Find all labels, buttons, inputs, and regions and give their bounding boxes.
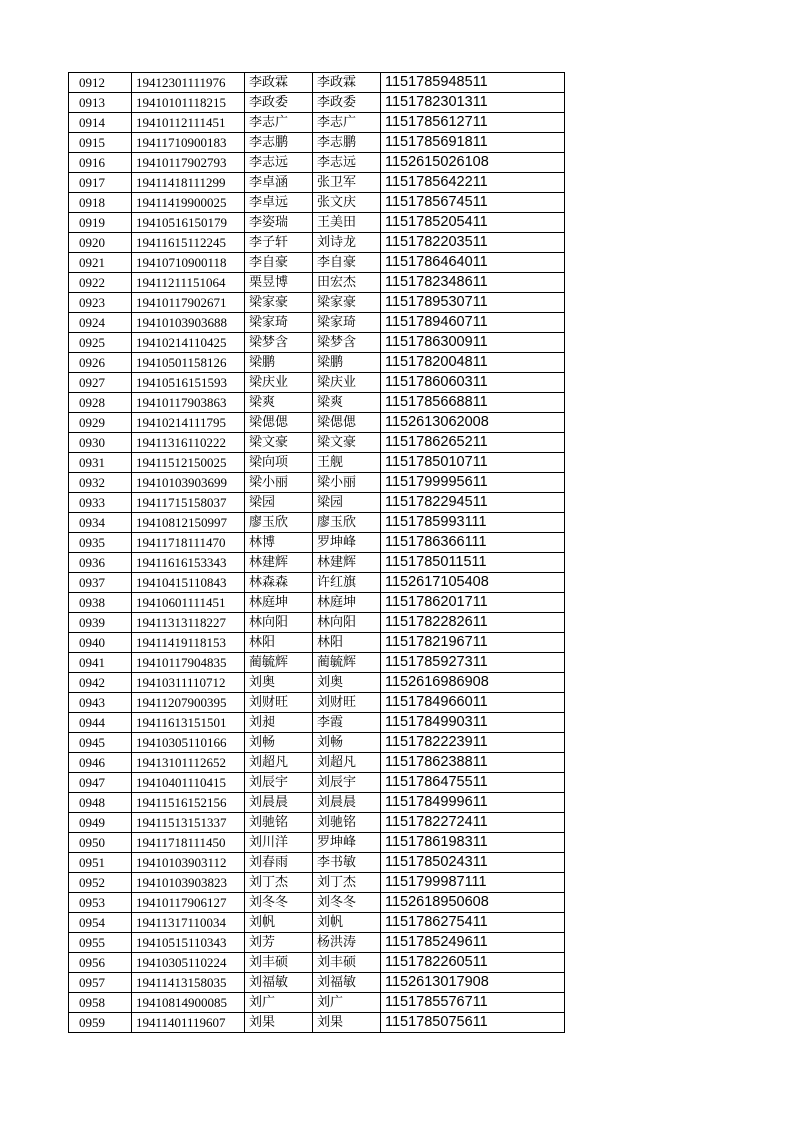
cell-holder: 李政委 xyxy=(313,93,381,113)
table-row xyxy=(69,553,565,573)
cell-holder: 李政霖 xyxy=(313,73,381,93)
cell-id: 19410305110166 xyxy=(132,733,245,753)
cell-holder: 梁小丽 xyxy=(313,473,381,493)
cell-name: 林庭坤 xyxy=(245,593,313,613)
cell-id: 19410214111795 xyxy=(132,413,245,433)
cell-number: 0932 xyxy=(69,473,132,493)
cell-id: 19410112111451 xyxy=(132,113,245,133)
cell-name: 刘丰硕 xyxy=(245,953,313,973)
cell-id: 19411513151337 xyxy=(132,813,245,833)
cell-account: 1151786464011 xyxy=(381,253,565,273)
cell-holder: 梁园 xyxy=(313,493,381,513)
cell-number: 0939 xyxy=(69,613,132,633)
cell-id: 19410401110415 xyxy=(132,773,245,793)
cell-account: 1151782196711 xyxy=(381,633,565,653)
cell-id: 19410103903688 xyxy=(132,313,245,333)
table-row xyxy=(69,373,565,393)
table-row xyxy=(69,193,565,213)
cell-holder: 林向阳 xyxy=(313,613,381,633)
cell-account: 1151785674511 xyxy=(381,193,565,213)
cell-account: 1151782294511 xyxy=(381,493,565,513)
cell-id: 19410311110712 xyxy=(132,673,245,693)
cell-name: 李卓涵 xyxy=(245,173,313,193)
cell-number: 0936 xyxy=(69,553,132,573)
cell-id: 19410516150179 xyxy=(132,213,245,233)
cell-number: 0943 xyxy=(69,693,132,713)
table-row xyxy=(69,173,565,193)
cell-number: 0929 xyxy=(69,413,132,433)
cell-number: 0927 xyxy=(69,373,132,393)
cell-number: 0925 xyxy=(69,333,132,353)
table-row xyxy=(69,713,565,733)
cell-id: 19411317110034 xyxy=(132,913,245,933)
cell-id: 19410710900118 xyxy=(132,253,245,273)
cell-name: 梁梦含 xyxy=(245,333,313,353)
cell-holder: 罗坤峰 xyxy=(313,833,381,853)
cell-number: 0912 xyxy=(69,73,132,93)
cell-number: 0942 xyxy=(69,673,132,693)
cell-number: 0940 xyxy=(69,633,132,653)
cell-id: 19410501158126 xyxy=(132,353,245,373)
cell-id: 19411715158037 xyxy=(132,493,245,513)
cell-account: 1151785691811 xyxy=(381,133,565,153)
cell-name: 李姿瑞 xyxy=(245,213,313,233)
cell-name: 刘春雨 xyxy=(245,853,313,873)
cell-number: 0913 xyxy=(69,93,132,113)
cell-id: 19410101118215 xyxy=(132,93,245,113)
cell-number: 0914 xyxy=(69,113,132,133)
table-row xyxy=(69,153,565,173)
cell-id: 19411316110222 xyxy=(132,433,245,453)
cell-number: 0916 xyxy=(69,153,132,173)
cell-name: 刘丁杰 xyxy=(245,873,313,893)
cell-account: 1151784990311 xyxy=(381,713,565,733)
cell-holder: 刘丰硕 xyxy=(313,953,381,973)
cell-holder: 刘福敏 xyxy=(313,973,381,993)
cell-account: 1152618950608 xyxy=(381,893,565,913)
cell-id: 19411512150025 xyxy=(132,453,245,473)
cell-name: 梁偲偲 xyxy=(245,413,313,433)
cell-holder: 王美田 xyxy=(313,213,381,233)
cell-account: 1151785576711 xyxy=(381,993,565,1013)
cell-id: 19410515110343 xyxy=(132,933,245,953)
cell-holder: 梁文豪 xyxy=(313,433,381,453)
cell-name: 李卓远 xyxy=(245,193,313,213)
cell-name: 刘晨晨 xyxy=(245,793,313,813)
cell-name: 梁向项 xyxy=(245,453,313,473)
cell-id: 19411615112245 xyxy=(132,233,245,253)
table-row xyxy=(69,633,565,653)
cell-number: 0931 xyxy=(69,453,132,473)
cell-name: 刘广 xyxy=(245,993,313,1013)
cell-holder: 李书敏 xyxy=(313,853,381,873)
cell-holder: 刘晨晨 xyxy=(313,793,381,813)
table-row xyxy=(69,1013,565,1033)
cell-holder: 刘超凡 xyxy=(313,753,381,773)
cell-holder: 刘广 xyxy=(313,993,381,1013)
table-row xyxy=(69,893,565,913)
cell-name: 廖玉欣 xyxy=(245,513,313,533)
cell-name: 刘冬冬 xyxy=(245,893,313,913)
cell-number: 0924 xyxy=(69,313,132,333)
table-row xyxy=(69,393,565,413)
cell-id: 19410812150997 xyxy=(132,513,245,533)
cell-id: 19411418111299 xyxy=(132,173,245,193)
cell-id: 19410814900085 xyxy=(132,993,245,1013)
cell-holder: 李霞 xyxy=(313,713,381,733)
cell-name: 李子轩 xyxy=(245,233,313,253)
cell-account: 1152613062008 xyxy=(381,413,565,433)
cell-id: 19411211151064 xyxy=(132,273,245,293)
cell-name: 栗昱博 xyxy=(245,273,313,293)
cell-name: 李志广 xyxy=(245,113,313,133)
cell-account: 1151782203511 xyxy=(381,233,565,253)
cell-account: 1151785024311 xyxy=(381,853,565,873)
roster-body xyxy=(69,73,565,1033)
cell-id: 19410305110224 xyxy=(132,953,245,973)
table-row xyxy=(69,213,565,233)
cell-holder: 梁庆业 xyxy=(313,373,381,393)
cell-number: 0941 xyxy=(69,653,132,673)
cell-id: 19411413158035 xyxy=(132,973,245,993)
cell-name: 刘芳 xyxy=(245,933,313,953)
cell-number: 0952 xyxy=(69,873,132,893)
cell-number: 0920 xyxy=(69,233,132,253)
cell-holder: 刘奥 xyxy=(313,673,381,693)
table-row xyxy=(69,833,565,853)
cell-account: 1151785011511 xyxy=(381,553,565,573)
cell-account: 1151785010711 xyxy=(381,453,565,473)
cell-holder: 许红旗 xyxy=(313,573,381,593)
table-row xyxy=(69,73,565,93)
cell-holder: 梁家豪 xyxy=(313,293,381,313)
cell-id: 19411207900395 xyxy=(132,693,245,713)
cell-number: 0934 xyxy=(69,513,132,533)
cell-name: 林阳 xyxy=(245,633,313,653)
cell-id: 19410601111451 xyxy=(132,593,245,613)
cell-number: 0923 xyxy=(69,293,132,313)
cell-id: 19410516151593 xyxy=(132,373,245,393)
cell-number: 0948 xyxy=(69,793,132,813)
cell-account: 1151785642211 xyxy=(381,173,565,193)
cell-id: 19411616153343 xyxy=(132,553,245,573)
cell-account: 1151786275411 xyxy=(381,913,565,933)
cell-number: 0915 xyxy=(69,133,132,153)
cell-name: 梁爽 xyxy=(245,393,313,413)
cell-name: 李自豪 xyxy=(245,253,313,273)
table-row xyxy=(69,753,565,773)
cell-holder: 刘丁杰 xyxy=(313,873,381,893)
table-row xyxy=(69,513,565,533)
cell-account: 1151784966011 xyxy=(381,693,565,713)
cell-account: 1151786366111 xyxy=(381,533,565,553)
cell-holder: 杨洪涛 xyxy=(313,933,381,953)
cell-name: 李政委 xyxy=(245,93,313,113)
cell-holder: 梁梦含 xyxy=(313,333,381,353)
cell-account: 1151789460711 xyxy=(381,313,565,333)
table-row xyxy=(69,133,565,153)
cell-name: 李志鹏 xyxy=(245,133,313,153)
table-row xyxy=(69,113,565,133)
cell-number: 0928 xyxy=(69,393,132,413)
cell-number: 0958 xyxy=(69,993,132,1013)
table-row xyxy=(69,673,565,693)
cell-holder: 梁鹏 xyxy=(313,353,381,373)
cell-account: 1151782348611 xyxy=(381,273,565,293)
cell-number: 0921 xyxy=(69,253,132,273)
cell-holder: 王舰 xyxy=(313,453,381,473)
cell-account: 1151786198311 xyxy=(381,833,565,853)
table-row xyxy=(69,473,565,493)
cell-name: 刘川洋 xyxy=(245,833,313,853)
cell-account: 1151782282611 xyxy=(381,613,565,633)
cell-number: 0949 xyxy=(69,813,132,833)
cell-holder: 刘诗龙 xyxy=(313,233,381,253)
cell-name: 刘超凡 xyxy=(245,753,313,773)
cell-holder: 刘冬冬 xyxy=(313,893,381,913)
cell-account: 1151785612711 xyxy=(381,113,565,133)
cell-name: 刘辰宇 xyxy=(245,773,313,793)
cell-id: 19410214110425 xyxy=(132,333,245,353)
cell-id: 19410117902793 xyxy=(132,153,245,173)
table-row xyxy=(69,973,565,993)
cell-name: 梁园 xyxy=(245,493,313,513)
cell-id: 19411613151501 xyxy=(132,713,245,733)
cell-account: 1151784999611 xyxy=(381,793,565,813)
cell-id: 19410117904835 xyxy=(132,653,245,673)
cell-account: 1152616986908 xyxy=(381,673,565,693)
cell-account: 1151786060311 xyxy=(381,373,565,393)
cell-holder: 梁偲偲 xyxy=(313,413,381,433)
cell-name: 梁小丽 xyxy=(245,473,313,493)
cell-account: 1151786265211 xyxy=(381,433,565,453)
table-row xyxy=(69,433,565,453)
cell-account: 1151799995611 xyxy=(381,473,565,493)
cell-number: 0956 xyxy=(69,953,132,973)
cell-account: 1151786300911 xyxy=(381,333,565,353)
table-row xyxy=(69,413,565,433)
cell-id: 19410415110843 xyxy=(132,573,245,593)
cell-holder: 刘驰铭 xyxy=(313,813,381,833)
cell-number: 0919 xyxy=(69,213,132,233)
table-row xyxy=(69,453,565,473)
roster-table xyxy=(68,72,565,1033)
table-row xyxy=(69,613,565,633)
table-row xyxy=(69,273,565,293)
cell-name: 刘果 xyxy=(245,1013,313,1033)
cell-holder: 刘辰宇 xyxy=(313,773,381,793)
cell-account: 1151785948511 xyxy=(381,73,565,93)
cell-name: 林建辉 xyxy=(245,553,313,573)
cell-name: 林森森 xyxy=(245,573,313,593)
cell-holder: 蔺毓辉 xyxy=(313,653,381,673)
cell-number: 0918 xyxy=(69,193,132,213)
cell-number: 0954 xyxy=(69,913,132,933)
cell-holder: 李志广 xyxy=(313,113,381,133)
cell-name: 林博 xyxy=(245,533,313,553)
cell-holder: 罗坤峰 xyxy=(313,533,381,553)
cell-id: 19410103903823 xyxy=(132,873,245,893)
table-row xyxy=(69,813,565,833)
cell-holder: 刘帆 xyxy=(313,913,381,933)
cell-holder: 张文庆 xyxy=(313,193,381,213)
cell-account: 1151782272411 xyxy=(381,813,565,833)
table-row xyxy=(69,773,565,793)
table-row xyxy=(69,913,565,933)
cell-number: 0959 xyxy=(69,1013,132,1033)
cell-number: 0944 xyxy=(69,713,132,733)
cell-id: 19411718111450 xyxy=(132,833,245,853)
cell-name: 梁家琦 xyxy=(245,313,313,333)
table-row xyxy=(69,853,565,873)
table-row xyxy=(69,653,565,673)
cell-id: 19411718111470 xyxy=(132,533,245,553)
cell-name: 刘畅 xyxy=(245,733,313,753)
cell-name: 刘驰铭 xyxy=(245,813,313,833)
cell-number: 0938 xyxy=(69,593,132,613)
cell-holder: 梁爽 xyxy=(313,393,381,413)
table-row xyxy=(69,493,565,513)
cell-holder: 田宏杰 xyxy=(313,273,381,293)
cell-number: 0953 xyxy=(69,893,132,913)
cell-name: 梁鹏 xyxy=(245,353,313,373)
cell-number: 0933 xyxy=(69,493,132,513)
cell-id: 19410117903863 xyxy=(132,393,245,413)
cell-number: 0947 xyxy=(69,773,132,793)
cell-holder: 梁家琦 xyxy=(313,313,381,333)
cell-name: 蔺毓辉 xyxy=(245,653,313,673)
cell-account: 1151785075611 xyxy=(381,1013,565,1033)
table-row xyxy=(69,233,565,253)
cell-name: 刘昶 xyxy=(245,713,313,733)
cell-holder: 林庭坤 xyxy=(313,593,381,613)
table-row xyxy=(69,793,565,813)
cell-account: 1151785668811 xyxy=(381,393,565,413)
cell-name: 刘奥 xyxy=(245,673,313,693)
cell-number: 0946 xyxy=(69,753,132,773)
table-row xyxy=(69,313,565,333)
cell-name: 李政霖 xyxy=(245,73,313,93)
cell-account: 1151782223911 xyxy=(381,733,565,753)
table-row xyxy=(69,353,565,373)
cell-number: 0945 xyxy=(69,733,132,753)
cell-holder: 李自豪 xyxy=(313,253,381,273)
cell-holder: 张卫军 xyxy=(313,173,381,193)
cell-holder: 廖玉欣 xyxy=(313,513,381,533)
cell-id: 19411419118153 xyxy=(132,633,245,653)
cell-name: 梁家豪 xyxy=(245,293,313,313)
cell-number: 0937 xyxy=(69,573,132,593)
cell-number: 0955 xyxy=(69,933,132,953)
table-row xyxy=(69,593,565,613)
cell-id: 19410103903699 xyxy=(132,473,245,493)
cell-account: 1151785249611 xyxy=(381,933,565,953)
table-row xyxy=(69,93,565,113)
cell-id: 19410117906127 xyxy=(132,893,245,913)
table-row xyxy=(69,253,565,273)
cell-account: 1152617105408 xyxy=(381,573,565,593)
cell-account: 1151782301311 xyxy=(381,93,565,113)
cell-account: 1152615026108 xyxy=(381,153,565,173)
cell-account: 1151782260511 xyxy=(381,953,565,973)
table-row xyxy=(69,873,565,893)
cell-id: 19411313118227 xyxy=(132,613,245,633)
cell-holder: 刘财旺 xyxy=(313,693,381,713)
cell-account: 1151786475511 xyxy=(381,773,565,793)
table-row xyxy=(69,533,565,553)
cell-number: 0922 xyxy=(69,273,132,293)
cell-number: 0935 xyxy=(69,533,132,553)
cell-holder: 李志鹏 xyxy=(313,133,381,153)
cell-account: 1151782004811 xyxy=(381,353,565,373)
table-row xyxy=(69,933,565,953)
cell-id: 19412301111976 xyxy=(132,73,245,93)
cell-name: 刘帆 xyxy=(245,913,313,933)
cell-name: 刘福敏 xyxy=(245,973,313,993)
cell-name: 李志远 xyxy=(245,153,313,173)
cell-id: 19411516152156 xyxy=(132,793,245,813)
cell-account: 1151799987111 xyxy=(381,873,565,893)
table-row xyxy=(69,293,565,313)
cell-holder: 林建辉 xyxy=(313,553,381,573)
cell-number: 0957 xyxy=(69,973,132,993)
cell-id: 19410103903112 xyxy=(132,853,245,873)
cell-number: 0917 xyxy=(69,173,132,193)
cell-account: 1151785205411 xyxy=(381,213,565,233)
cell-account: 1151786201711 xyxy=(381,593,565,613)
table-row xyxy=(69,953,565,973)
cell-account: 1152613017908 xyxy=(381,973,565,993)
cell-account: 1151789530711 xyxy=(381,293,565,313)
cell-number: 0951 xyxy=(69,853,132,873)
cell-account: 1151786238811 xyxy=(381,753,565,773)
cell-id: 19411419900025 xyxy=(132,193,245,213)
cell-name: 林向阳 xyxy=(245,613,313,633)
cell-number: 0950 xyxy=(69,833,132,853)
cell-id: 19411401119607 xyxy=(132,1013,245,1033)
cell-id: 19410117902671 xyxy=(132,293,245,313)
cell-account: 1151785993111 xyxy=(381,513,565,533)
cell-number: 0930 xyxy=(69,433,132,453)
table-row xyxy=(69,333,565,353)
cell-name: 梁庆业 xyxy=(245,373,313,393)
table-row xyxy=(69,993,565,1013)
table-row xyxy=(69,573,565,593)
cell-holder: 刘果 xyxy=(313,1013,381,1033)
table-row xyxy=(69,693,565,713)
cell-account: 1151785927311 xyxy=(381,653,565,673)
cell-id: 19411710900183 xyxy=(132,133,245,153)
cell-name: 刘财旺 xyxy=(245,693,313,713)
table-row xyxy=(69,733,565,753)
cell-holder: 林阳 xyxy=(313,633,381,653)
cell-holder: 李志远 xyxy=(313,153,381,173)
cell-name: 梁文豪 xyxy=(245,433,313,453)
cell-id: 19413101112652 xyxy=(132,753,245,773)
cell-number: 0926 xyxy=(69,353,132,373)
cell-holder: 刘畅 xyxy=(313,733,381,753)
